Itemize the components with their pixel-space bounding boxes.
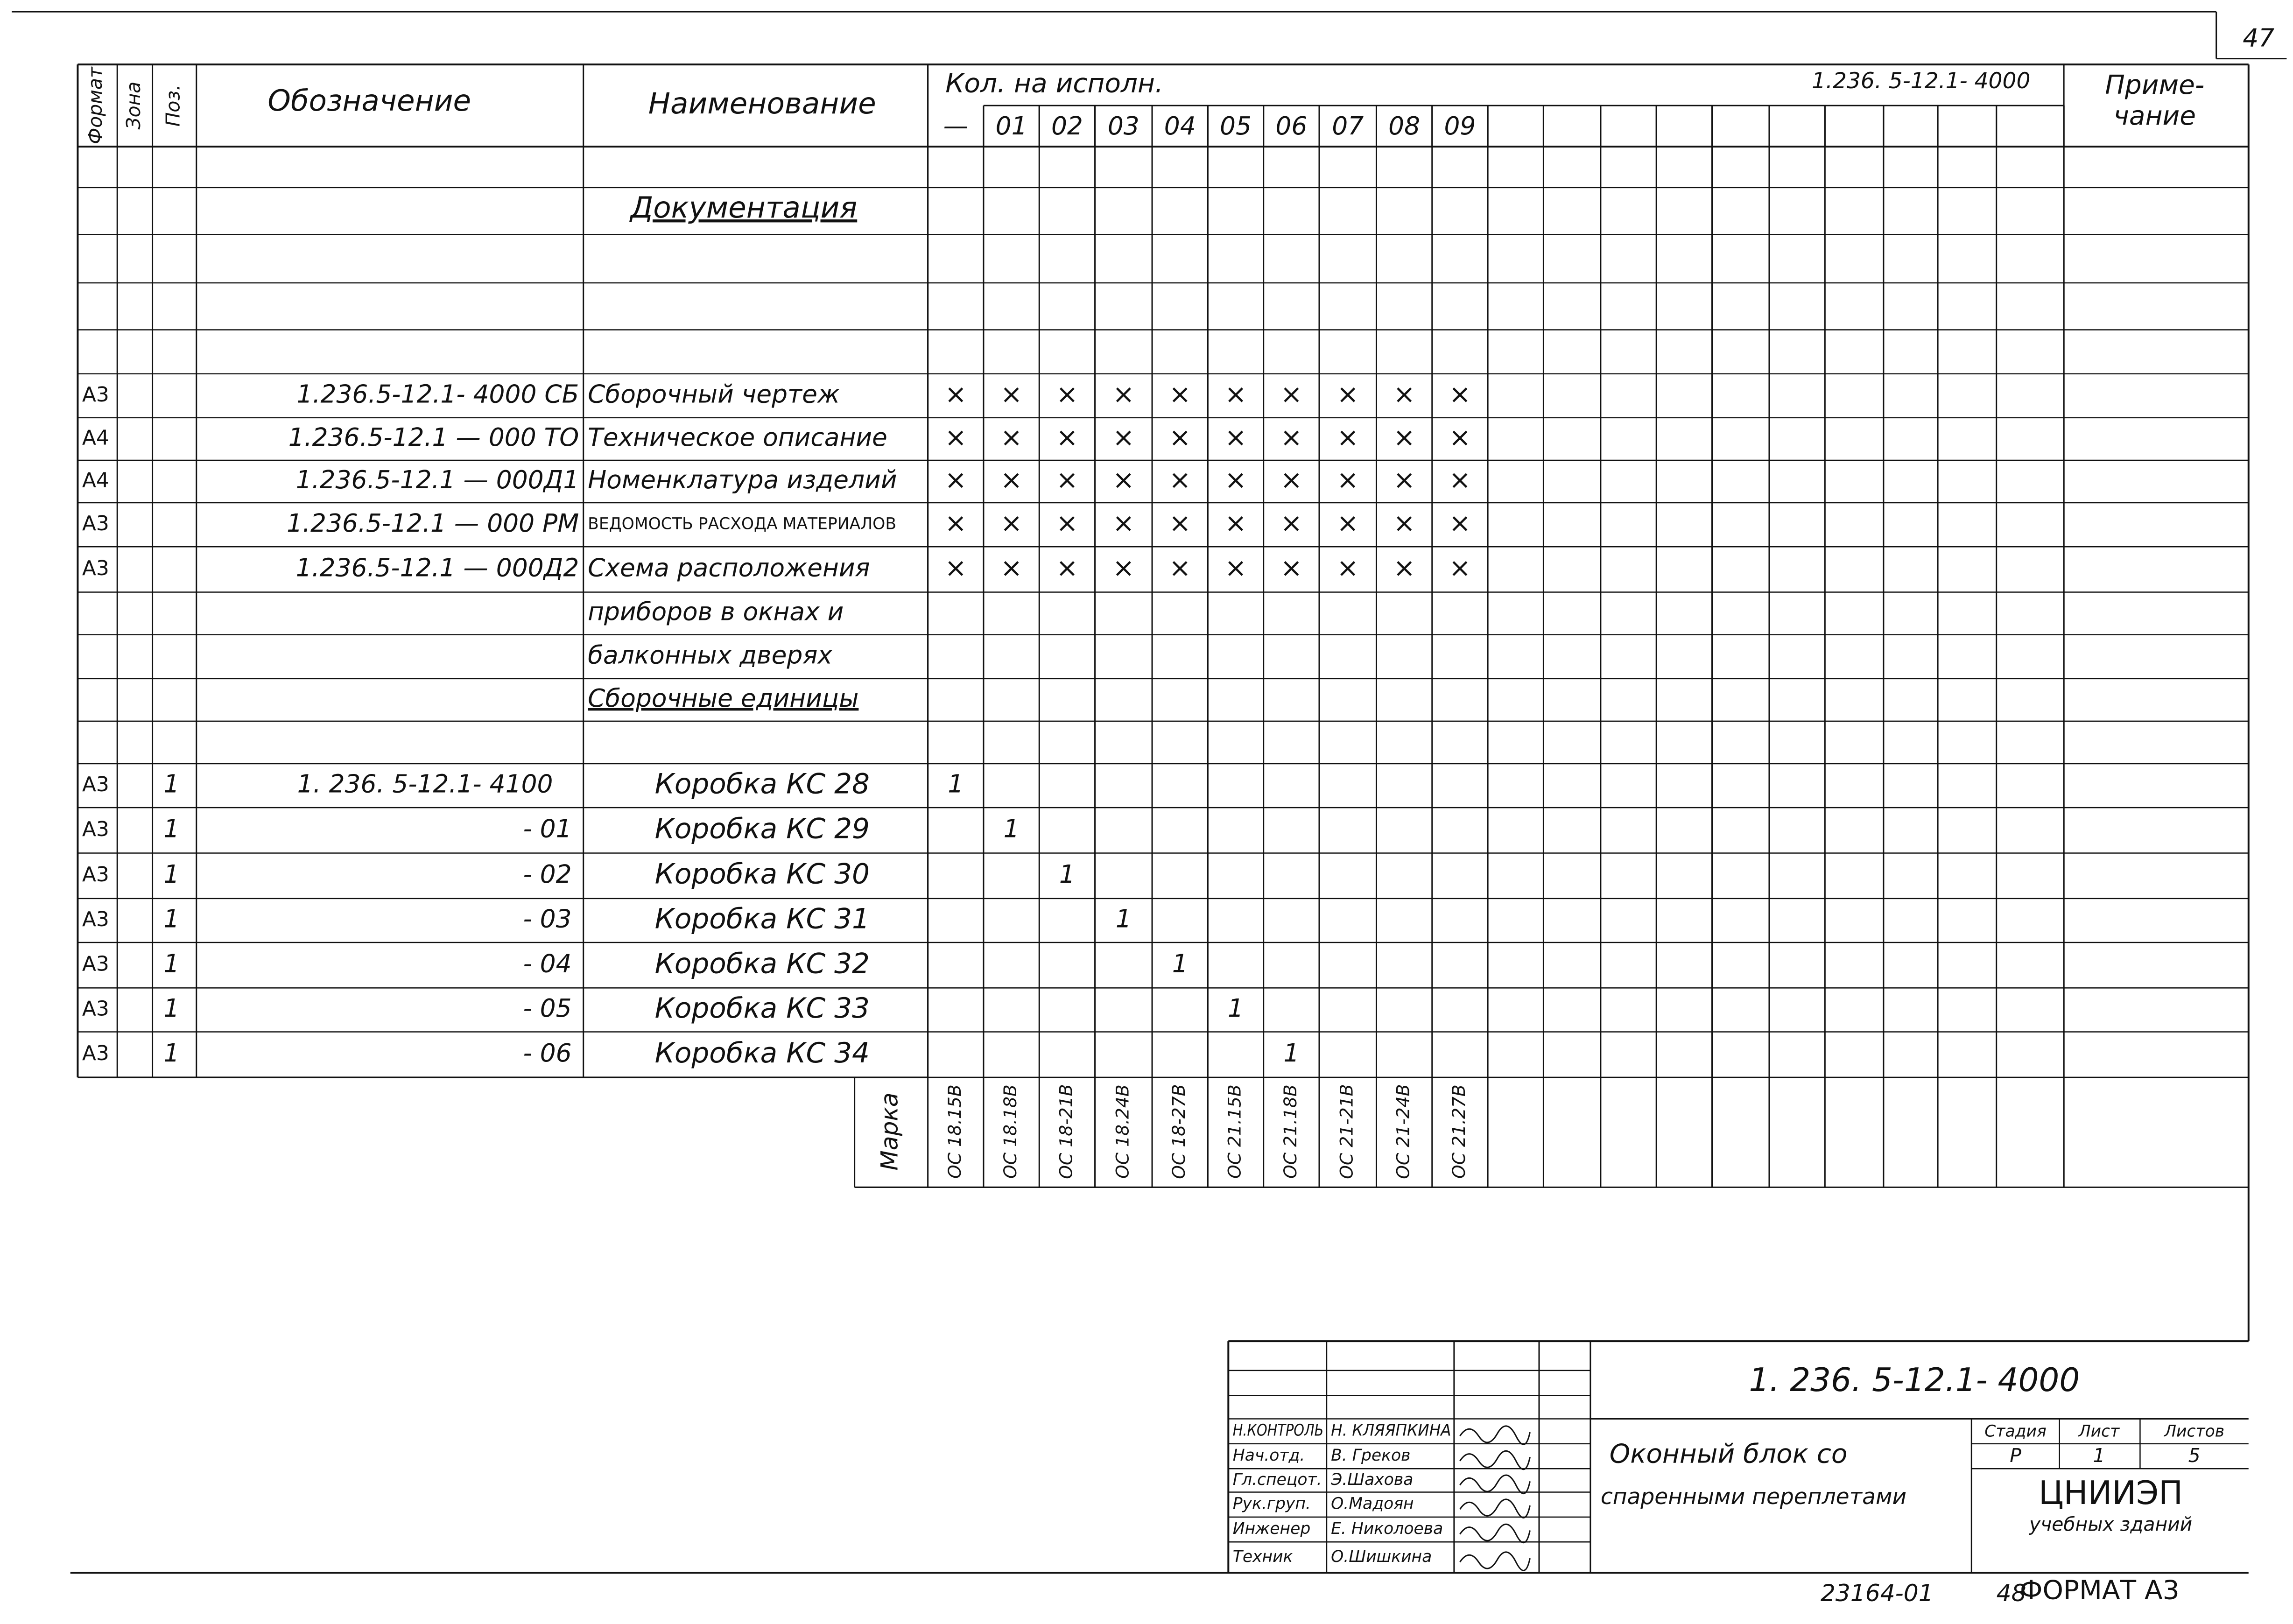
doc-name-continuation: балконных дверях [588,640,833,670]
staff-role: Инженер [1232,1519,1311,1539]
assembly-row-quantity: 1 [1172,949,1188,978]
staff-name: Н. КЛЯЯПКИНА [1331,1421,1451,1440]
staff-role: Нач.отд. [1232,1446,1305,1465]
doc-row-mark: × [1000,465,1023,496]
assembly-row-quantity: 1 [1059,859,1075,889]
signature-scribble [1460,1499,1530,1518]
doc-row-mark: × [1336,422,1359,453]
signature-scribble [1460,1475,1530,1494]
assembly-row-quantity: 1 [948,769,964,799]
doc-row-name: Сборочный чертеж [588,379,840,409]
assembly-row-name: Коробка КС 32 [654,948,870,980]
assembly-row-designation: 1. 236. 5-12.1- 4100 [297,769,553,799]
assembly-row-position: 1 [163,949,180,978]
staff-name: О.Шишкина [1331,1547,1432,1566]
assembly-row-position: 1 [163,993,180,1023]
doc-row-mark: × [1280,553,1303,584]
doc-row-mark: × [944,465,967,496]
variant-header-2: 02 [1051,111,1083,141]
assembly-row-designation: - 05 [523,993,572,1023]
window-mark: ОС 21.15В [1224,1084,1245,1179]
name-column-header: Наименование [648,86,876,121]
assembly-row-position: 1 [163,859,180,889]
assembly-row-name: Коробка КС 33 [654,992,870,1025]
doc-row-mark: × [1056,379,1078,410]
assembly-row-designation: - 02 [523,859,572,889]
staff-role: Н.КОНТРОЛЬ [1232,1421,1324,1440]
doc-row-mark: × [1056,465,1078,496]
assembly-row-name: Коробка КС 34 [654,1037,870,1069]
title-block-name-line2: спаренными переплетами [1600,1484,1907,1510]
doc-row-mark: × [1336,508,1359,539]
doc-row-mark: × [944,508,967,539]
staff-name: В. Греков [1331,1446,1411,1465]
assembly-row-format: А3 [82,997,109,1021]
assembly-row-quantity: 1 [1228,993,1244,1023]
doc-row-format: А3 [82,556,109,580]
window-mark: ОС 18-21В [1055,1084,1076,1179]
doc-row-mark: × [1056,422,1078,453]
window-mark: ОС 21-24В [1393,1084,1414,1179]
title-block-code: 1. 236. 5-12.1- 4000 [1749,1362,2080,1399]
doc-row-mark: × [1280,508,1303,539]
staff-name: Е. Николоева [1331,1519,1443,1539]
doc-row-mark: × [944,553,967,584]
window-mark: ОС 18.24В [1112,1084,1133,1179]
variant-header-5: 05 [1220,111,1252,141]
signature-scribble [1460,1552,1530,1571]
doc-row-format: А3 [82,512,109,536]
assembly-row-format: А3 [82,773,109,797]
assembly-row-format: А3 [82,952,109,976]
doc-row-mark: × [1336,553,1359,584]
staff-role: Рук.груп. [1232,1494,1311,1513]
page-number: 47 [2243,23,2275,53]
variant-header-3: 03 [1107,111,1139,141]
designation-column-header: Обозначение [267,83,471,118]
assembly-row-quantity: 1 [1003,814,1020,844]
signature-scribble [1460,1524,1530,1543]
doc-row-mark: × [1224,422,1247,453]
assembly-row-position: 1 [163,1038,180,1068]
title-block-name-line1: Оконный блок со [1609,1439,1848,1469]
window-mark: ОС 21-21В [1336,1084,1357,1179]
doc-row-mark: × [1280,422,1303,453]
note-column-header-line2: чание [2113,100,2196,131]
doc-row-mark: × [1336,379,1359,410]
variant-header-1: 01 [995,111,1027,141]
assembly-row-designation: - 04 [523,949,572,978]
doc-row-format: А3 [82,382,109,407]
assembly-row-position: 1 [163,769,180,799]
variant-header-4: 04 [1164,111,1196,141]
signature-scribble [1460,1426,1530,1445]
assembly-row-quantity: 1 [1115,904,1132,934]
marka-label: Марка [875,1092,903,1171]
doc-row-designation: 1.236.5-12.1 — 000Д2 [295,553,579,583]
doc-row-mark: × [1224,553,1247,584]
doc-row-designation: 1.236.5-12.1- 4000 СБ [296,379,579,409]
assembly-row-designation: - 01 [523,814,572,844]
sheet-value: 1 [2093,1444,2105,1467]
assembly-row-designation: - 03 [523,904,572,934]
pos-column-header: Поз. [162,84,184,127]
doc-row-mark: × [944,379,967,410]
document-code-header: 1.236. 5-12.1- 4000 [1812,68,2031,94]
variant-header-7: 07 [1332,111,1364,141]
doc-row-name: Техническое описание [588,422,887,452]
doc-row-name: ВЕДОМОСТЬ РАСХОДА МАТЕРИАЛОВ [588,514,897,534]
doc-row-name: Номенклатура изделий [588,465,897,495]
doc-row-mark: × [1393,553,1415,584]
format-column-header: Формат [84,67,107,144]
variant-header-9: 09 [1444,111,1476,141]
staff-name: О.Мадоян [1331,1494,1414,1513]
signature-scribble [1460,1451,1530,1469]
doc-row-designation: 1.236.5-12.1 — 000 ТО [288,422,579,452]
doc-row-mark: × [1169,465,1191,496]
qty-column-header: Кол. на исполн. [945,68,1163,99]
window-mark: ОС 21.18В [1280,1084,1301,1179]
doc-row-mark: × [1280,379,1303,410]
staff-name: Э.Шахова [1331,1470,1414,1489]
documentation-section-title: Документация [630,190,858,225]
doc-row-mark: × [1056,553,1078,584]
doc-name-continuation: приборов в окнах и [588,597,844,626]
doc-row-mark: × [1169,422,1191,453]
doc-row-mark: × [1112,465,1135,496]
window-mark: ОС 18.15В [944,1084,965,1179]
variant-header-0: — [943,111,968,141]
assembly-row-name: Коробка КС 30 [654,858,870,891]
assembly-row-name: Коробка КС 29 [654,813,870,845]
variant-header-6: 06 [1275,111,1308,141]
stage-value: Р [2010,1444,2021,1467]
doc-row-mark: × [1112,379,1135,410]
doc-row-mark: × [1112,422,1135,453]
note-column-header-line1: Приме- [2105,70,2205,100]
doc-row-mark: × [1056,508,1078,539]
sheets-label: Листов [2164,1422,2225,1441]
sheet-label: Лист [2078,1422,2120,1441]
doc-row-mark: × [1224,465,1247,496]
doc-row-designation: 1.236.5-12.1 — 000 РМ [287,508,579,538]
doc-row-mark: × [1449,465,1471,496]
doc-row-mark: × [1280,465,1303,496]
doc-row-mark: × [1169,379,1191,410]
assembly-row-name: Коробка КС 28 [654,768,870,801]
window-mark: ОС 21.27В [1448,1084,1469,1179]
doc-row-mark: × [1393,508,1415,539]
doc-row-mark: × [944,422,967,453]
doc-row-format: А4 [82,468,109,492]
organization-name: ЦНИИЭП [2039,1474,2183,1512]
staff-role: Техник [1232,1547,1293,1566]
assembly-row-format: А3 [82,907,109,931]
assembly-row-name: Коробка КС 31 [654,903,870,935]
doc-row-mark: × [1393,422,1415,453]
doc-row-mark: × [1449,508,1471,539]
variant-header-8: 08 [1388,111,1421,141]
staff-role: Гл.спецот. [1232,1470,1322,1489]
doc-row-mark: × [1449,422,1471,453]
doc-row-mark: × [1000,553,1023,584]
sheets-value: 5 [2188,1444,2201,1467]
doc-row-mark: × [1449,379,1471,410]
doc-row-mark: × [1393,465,1415,496]
doc-row-format: А4 [82,426,109,450]
doc-row-mark: × [1000,422,1023,453]
doc-row-mark: × [1112,508,1135,539]
assembly-row-format: А3 [82,817,109,841]
doc-row-mark: × [1112,553,1135,584]
stage-label: Стадия [1984,1422,2047,1441]
doc-row-mark: × [1224,379,1247,410]
footer-page-number: 48 [1996,1579,2026,1607]
assembly-row-position: 1 [163,904,180,934]
footer-format: ФОРМАТ А3 [2019,1575,2180,1606]
assembly-row-format: А3 [82,863,109,887]
doc-row-mark: × [1224,508,1247,539]
doc-row-mark: × [1393,379,1415,410]
doc-row-mark: × [1449,553,1471,584]
doc-row-mark: × [1169,508,1191,539]
assemblies-section-title: Сборочные единицы [588,683,859,713]
assembly-row-position: 1 [163,814,180,844]
assembly-row-quantity: 1 [1283,1038,1300,1068]
doc-row-name: Схема расположения [588,553,870,583]
assembly-row-format: А3 [82,1041,109,1066]
doc-row-mark: × [1336,465,1359,496]
assembly-row-designation: - 06 [523,1038,572,1068]
window-mark: ОС 18-27В [1168,1084,1189,1179]
zone-column-header: Зона [122,81,145,130]
organization-subtitle: учебных зданий [2029,1513,2193,1536]
window-mark: ОС 18.18В [1000,1084,1021,1179]
doc-row-designation: 1.236.5-12.1 — 000Д1 [295,465,579,495]
doc-row-mark: × [1169,553,1191,584]
doc-row-mark: × [1000,508,1023,539]
doc-row-mark: × [1000,379,1023,410]
inventory-number: 23164-01 [1820,1579,1934,1607]
